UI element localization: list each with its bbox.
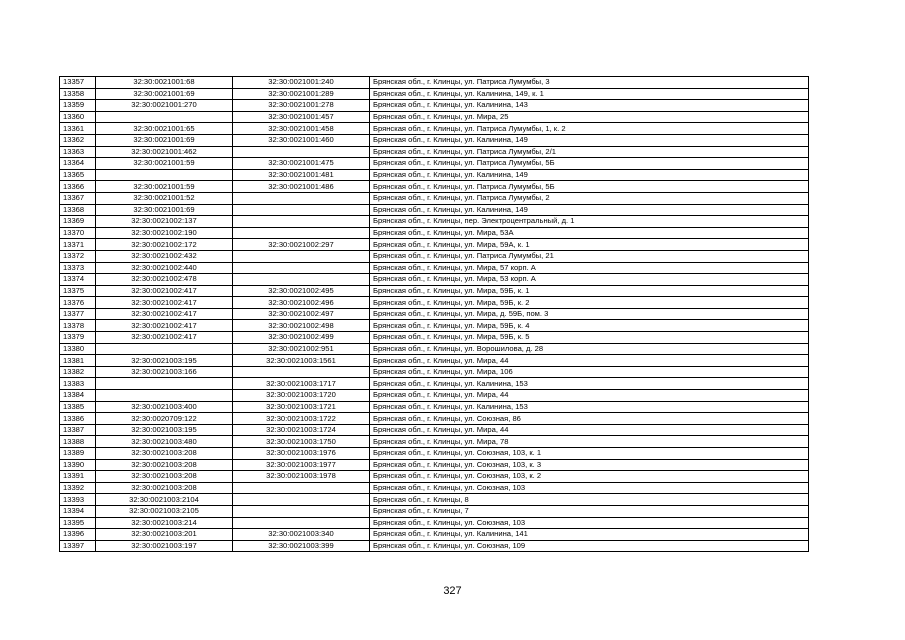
object-cadastral-number-cell: 32:30:0021003:1724	[233, 424, 370, 436]
cadastral-number-cell: 32:30:0021003:195	[96, 355, 233, 367]
object-cadastral-number-cell: 32:30:0021002:497	[233, 308, 370, 320]
table-row	[60, 158, 809, 170]
cadastral-number-cell	[96, 111, 233, 123]
table-row	[60, 436, 809, 448]
address-cell: Брянская обл., г. Клинцы, ул. Ворошилова, д. 28	[370, 343, 809, 355]
object-cadastral-number-cell: 32:30:0021002:495	[233, 285, 370, 297]
table-row	[60, 424, 809, 436]
table-row	[60, 169, 809, 181]
object-cadastral-number-cell: 32:30:0021003:1977	[233, 459, 370, 471]
cadastral-number-cell: 32:30:0021003:201	[96, 529, 233, 541]
table-row	[60, 413, 809, 425]
cadastral-number-cell: 32:30:0021001:52	[96, 192, 233, 204]
table-row	[60, 459, 809, 471]
cadastral-number-cell	[96, 390, 233, 402]
table-row	[60, 216, 809, 228]
row-number-cell: 13373	[60, 262, 96, 274]
row-number-cell: 13368	[60, 204, 96, 216]
row-number-cell: 13378	[60, 320, 96, 332]
row-number-cell: 13360	[60, 111, 96, 123]
table-row	[60, 390, 809, 402]
address-cell: Брянская обл., г. Клинцы, 7	[370, 505, 809, 517]
address-cell: Брянская обл., г. Клинцы, ул. Патриса Лумумбы, 2/1	[370, 146, 809, 158]
table-row	[60, 134, 809, 146]
object-cadastral-number-cell: 32:30:0021001:475	[233, 158, 370, 170]
address-cell: Брянская обл., г. Клинцы, ул. Мира, 53А	[370, 227, 809, 239]
address-cell: Брянская обл., г. Клинцы, ул. Союзная, 103, к. 2	[370, 471, 809, 483]
table-row	[60, 505, 809, 517]
address-cell: Брянская обл., г. Клинцы, ул. Калинина, 149	[370, 134, 809, 146]
row-number-cell: 13379	[60, 332, 96, 344]
cadastral-number-cell	[96, 343, 233, 355]
address-cell: Брянская обл., г. Клинцы, ул. Калинина, 141	[370, 529, 809, 541]
object-cadastral-number-cell: 32:30:0021003:1717	[233, 378, 370, 390]
cadastral-number-cell: 32:30:0021001:68	[96, 77, 233, 89]
table-row	[60, 262, 809, 274]
object-cadastral-number-cell: 32:30:0021001:278	[233, 100, 370, 112]
table-row	[60, 308, 809, 320]
registry-table-body	[60, 77, 809, 552]
object-cadastral-number-cell: 32:30:0021003:1561	[233, 355, 370, 367]
row-number-cell: 13384	[60, 390, 96, 402]
row-number-cell: 13391	[60, 471, 96, 483]
row-number-cell: 13396	[60, 529, 96, 541]
row-number-cell: 13392	[60, 482, 96, 494]
cadastral-number-cell: 32:30:0021003:197	[96, 540, 233, 552]
object-cadastral-number-cell: 32:30:0021003:1976	[233, 448, 370, 460]
object-cadastral-number-cell: 32:30:0021001:460	[233, 134, 370, 146]
table-row	[60, 88, 809, 100]
cadastral-number-cell: 32:30:0021002:432	[96, 250, 233, 262]
row-number-cell: 13363	[60, 146, 96, 158]
address-cell: Брянская обл., г. Клинцы, ул. Калинина, 149, к. 1	[370, 88, 809, 100]
row-number-cell: 13389	[60, 448, 96, 460]
object-cadastral-number-cell: 32:30:0021003:1978	[233, 471, 370, 483]
address-cell: Брянская обл., г. Клинцы, ул. Патриса Лумумбы, 1, к. 2	[370, 123, 809, 135]
table-row	[60, 355, 809, 367]
object-cadastral-number-cell	[233, 494, 370, 506]
address-cell: Брянская обл., г. Клинцы, ул. Мира, 57 корп. А	[370, 262, 809, 274]
cadastral-number-cell: 32:30:0021002:417	[96, 285, 233, 297]
object-cadastral-number-cell: 32:30:0021001:289	[233, 88, 370, 100]
object-cadastral-number-cell: 32:30:0021001:458	[233, 123, 370, 135]
table-row	[60, 378, 809, 390]
cadastral-number-cell: 32:30:0021001:59	[96, 158, 233, 170]
object-cadastral-number-cell: 32:30:0021003:340	[233, 529, 370, 541]
object-cadastral-number-cell	[233, 250, 370, 262]
address-cell: Брянская обл., г. Клинцы, ул. Мира, 59А, к. 1	[370, 239, 809, 251]
table-row	[60, 285, 809, 297]
table-row	[60, 250, 809, 262]
table-row	[60, 192, 809, 204]
object-cadastral-number-cell: 32:30:0021003:1721	[233, 401, 370, 413]
object-cadastral-number-cell	[233, 227, 370, 239]
table-row	[60, 517, 809, 529]
object-cadastral-number-cell: 32:30:0021003:1750	[233, 436, 370, 448]
table-row	[60, 274, 809, 286]
address-cell: Брянская обл., г. Клинцы, ул. Союзная, 103	[370, 482, 809, 494]
table-row	[60, 320, 809, 332]
cadastral-number-cell: 32:30:0021003:208	[96, 471, 233, 483]
cadastral-number-cell: 32:30:0021002:417	[96, 297, 233, 309]
object-cadastral-number-cell	[233, 216, 370, 228]
row-number-cell: 13375	[60, 285, 96, 297]
object-cadastral-number-cell: 32:30:0021001:486	[233, 181, 370, 193]
page-number: 327	[443, 585, 462, 597]
table-row	[60, 471, 809, 483]
row-number-cell: 13358	[60, 88, 96, 100]
row-number-cell: 13357	[60, 77, 96, 89]
address-cell: Брянская обл., г. Клинцы, ул. Союзная, 103, к. 3	[370, 459, 809, 471]
address-cell: Брянская обл., г. Клинцы, ул. Мира, 44	[370, 424, 809, 436]
row-number-cell: 13388	[60, 436, 96, 448]
cadastral-number-cell: 32:30:0021003:208	[96, 459, 233, 471]
address-cell: Брянская обл., г. Клинцы, ул. Союзная, 103, к. 1	[370, 448, 809, 460]
cadastral-number-cell: 32:30:0021001:69	[96, 134, 233, 146]
table-row	[60, 297, 809, 309]
row-number-cell: 13393	[60, 494, 96, 506]
row-number-cell: 13383	[60, 378, 96, 390]
row-number-cell: 13374	[60, 274, 96, 286]
address-cell: Брянская обл., г. Клинцы, ул. Союзная, 86	[370, 413, 809, 425]
row-number-cell: 13394	[60, 505, 96, 517]
table-row	[60, 540, 809, 552]
row-number-cell: 13387	[60, 424, 96, 436]
table-row	[60, 123, 809, 135]
cadastral-number-cell: 32:30:0021001:270	[96, 100, 233, 112]
table-row	[60, 239, 809, 251]
object-cadastral-number-cell	[233, 517, 370, 529]
address-cell: Брянская обл., г. Клинцы, ул. Мира, 59Б, к. 4	[370, 320, 809, 332]
table-row	[60, 146, 809, 158]
row-number-cell: 13367	[60, 192, 96, 204]
table-row	[60, 100, 809, 112]
object-cadastral-number-cell: 32:30:0021002:498	[233, 320, 370, 332]
cadastral-number-cell: 32:30:0021001:462	[96, 146, 233, 158]
cadastral-number-cell: 32:30:0021002:478	[96, 274, 233, 286]
row-number-cell: 13382	[60, 366, 96, 378]
address-cell: Брянская обл., г. Клинцы, ул. Патриса Лумумбы, 5Б	[370, 181, 809, 193]
object-cadastral-number-cell: 32:30:0021003:1722	[233, 413, 370, 425]
row-number-cell: 13390	[60, 459, 96, 471]
cadastral-number-cell: 32:30:0021003:400	[96, 401, 233, 413]
address-cell: Брянская обл., г. Клинцы, ул. Мира, 59Б, к. 2	[370, 297, 809, 309]
row-number-cell: 13380	[60, 343, 96, 355]
table-row	[60, 448, 809, 460]
cadastral-number-cell	[96, 169, 233, 181]
row-number-cell: 13372	[60, 250, 96, 262]
table-row	[60, 204, 809, 216]
object-cadastral-number-cell: 32:30:0021002:496	[233, 297, 370, 309]
table-row	[60, 366, 809, 378]
address-cell: Брянская обл., г. Клинцы, ул. Мира, 59Б, к. 5	[370, 332, 809, 344]
table-row	[60, 332, 809, 344]
cadastral-number-cell: 32:30:0021002:137	[96, 216, 233, 228]
cadastral-number-cell: 32:30:0021001:69	[96, 88, 233, 100]
cadastral-number-cell: 32:30:0021003:208	[96, 482, 233, 494]
row-number-cell: 13361	[60, 123, 96, 135]
address-cell: Брянская обл., г. Клинцы, ул. Калинина, 153	[370, 378, 809, 390]
row-number-cell: 13369	[60, 216, 96, 228]
row-number-cell: 13376	[60, 297, 96, 309]
row-number-cell: 13362	[60, 134, 96, 146]
table-row	[60, 494, 809, 506]
row-number-cell: 13377	[60, 308, 96, 320]
table-row	[60, 227, 809, 239]
address-cell: Брянская обл., г. Клинцы, 8	[370, 494, 809, 506]
cadastral-number-cell	[96, 378, 233, 390]
object-cadastral-number-cell	[233, 204, 370, 216]
table-row	[60, 111, 809, 123]
row-number-cell: 13371	[60, 239, 96, 251]
object-cadastral-number-cell: 32:30:0021001:457	[233, 111, 370, 123]
address-cell: Брянская обл., г. Клинцы, ул. Калинина, 149	[370, 204, 809, 216]
object-cadastral-number-cell: 32:30:0021003:1720	[233, 390, 370, 402]
cadastral-number-cell: 32:30:0021003:480	[96, 436, 233, 448]
table-row	[60, 343, 809, 355]
address-cell: Брянская обл., г. Клинцы, ул. Мира, 44	[370, 390, 809, 402]
table-row	[60, 181, 809, 193]
address-cell: Брянская обл., г. Клинцы, ул. Калинина, 149	[370, 169, 809, 181]
object-cadastral-number-cell: 32:30:0021001:240	[233, 77, 370, 89]
address-cell: Брянская обл., г. Клинцы, ул. Мира, 78	[370, 436, 809, 448]
row-number-cell: 13359	[60, 100, 96, 112]
row-number-cell: 13365	[60, 169, 96, 181]
cadastral-number-cell: 32:30:0020709:122	[96, 413, 233, 425]
object-cadastral-number-cell: 32:30:0021002:951	[233, 343, 370, 355]
cadastral-number-cell: 32:30:0021003:214	[96, 517, 233, 529]
cadastral-number-cell: 32:30:0021003:195	[96, 424, 233, 436]
cadastral-number-cell: 32:30:0021002:417	[96, 308, 233, 320]
object-cadastral-number-cell	[233, 482, 370, 494]
address-cell: Брянская обл., г. Клинцы, ул. Мира, 59Б, к. 1	[370, 285, 809, 297]
address-cell: Брянская обл., г. Клинцы, ул. Калинина, 153	[370, 401, 809, 413]
address-cell: Брянская обл., г. Клинцы, ул. Патриса Лумумбы, 2	[370, 192, 809, 204]
cadastral-number-cell: 32:30:0021001:59	[96, 181, 233, 193]
cadastral-number-cell: 32:30:0021002:440	[96, 262, 233, 274]
row-number-cell: 13370	[60, 227, 96, 239]
object-cadastral-number-cell: 32:30:0021003:399	[233, 540, 370, 552]
cadastral-number-cell: 32:30:0021003:2104	[96, 494, 233, 506]
row-number-cell: 13381	[60, 355, 96, 367]
address-cell: Брянская обл., г. Клинцы, ул. Мира, д. 59Б, пом. 3	[370, 308, 809, 320]
address-cell: Брянская обл., г. Клинцы, ул. Калинина, 143	[370, 100, 809, 112]
table-row	[60, 401, 809, 413]
address-cell: Брянская обл., г. Клинцы, ул. Патриса Лумумбы, 21	[370, 250, 809, 262]
address-cell: Брянская обл., г. Клинцы, ул. Мира, 44	[370, 355, 809, 367]
cadastral-number-cell: 32:30:0021002:417	[96, 320, 233, 332]
object-cadastral-number-cell	[233, 146, 370, 158]
row-number-cell: 13364	[60, 158, 96, 170]
cadastral-number-cell: 32:30:0021002:190	[96, 227, 233, 239]
cadastral-number-cell: 32:30:0021002:417	[96, 332, 233, 344]
address-cell: Брянская обл., г. Клинцы, ул. Мира, 106	[370, 366, 809, 378]
table-row	[60, 482, 809, 494]
object-cadastral-number-cell: 32:30:0021002:297	[233, 239, 370, 251]
object-cadastral-number-cell: 32:30:0021002:499	[233, 332, 370, 344]
address-cell: Брянская обл., г. Клинцы, пер. Электроцентральный, д. 1	[370, 216, 809, 228]
object-cadastral-number-cell	[233, 192, 370, 204]
object-cadastral-number-cell	[233, 274, 370, 286]
cadastral-number-cell: 32:30:0021003:208	[96, 448, 233, 460]
object-cadastral-number-cell	[233, 366, 370, 378]
cadastral-number-cell: 32:30:0021002:172	[96, 239, 233, 251]
row-number-cell: 13395	[60, 517, 96, 529]
table-row	[60, 529, 809, 541]
row-number-cell: 13397	[60, 540, 96, 552]
address-cell: Брянская обл., г. Клинцы, ул. Патриса Лумумбы, 5Б	[370, 158, 809, 170]
address-cell: Брянская обл., г. Клинцы, ул. Патриса Лумумбы, 3	[370, 77, 809, 89]
address-cell: Брянская обл., г. Клинцы, ул. Мира, 53 корп. А	[370, 274, 809, 286]
row-number-cell: 13366	[60, 181, 96, 193]
cadastral-number-cell: 32:30:0021001:69	[96, 204, 233, 216]
cadastral-number-cell: 32:30:0021001:65	[96, 123, 233, 135]
cadastral-number-cell: 32:30:0021003:166	[96, 366, 233, 378]
row-number-cell: 13386	[60, 413, 96, 425]
object-cadastral-number-cell	[233, 262, 370, 274]
address-cell: Брянская обл., г. Клинцы, ул. Мира, 25	[370, 111, 809, 123]
cadastral-number-cell: 32:30:0021003:2105	[96, 505, 233, 517]
row-number-cell: 13385	[60, 401, 96, 413]
address-cell: Брянская обл., г. Клинцы, ул. Союзная, 103	[370, 517, 809, 529]
registry-table	[59, 76, 809, 552]
object-cadastral-number-cell	[233, 505, 370, 517]
object-cadastral-number-cell: 32:30:0021001:481	[233, 169, 370, 181]
address-cell: Брянская обл., г. Клинцы, ул. Союзная, 109	[370, 540, 809, 552]
table-row	[60, 77, 809, 89]
